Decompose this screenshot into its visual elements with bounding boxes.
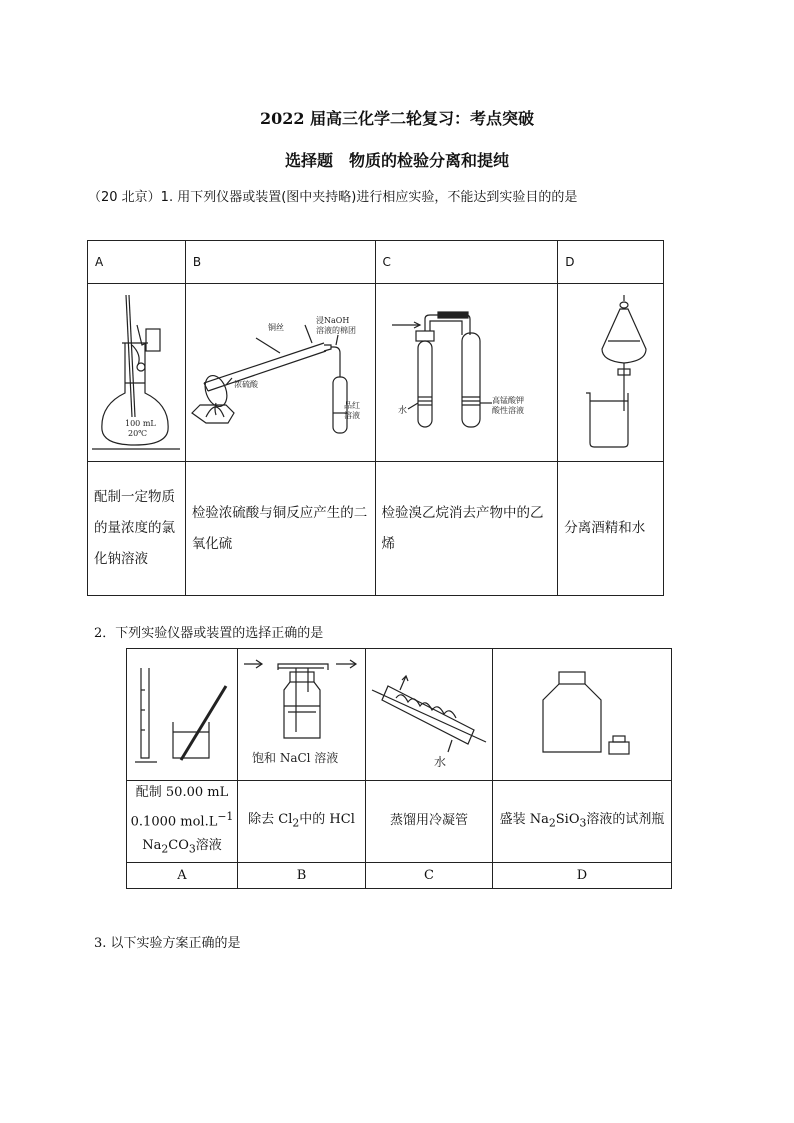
table-header-row <box>88 241 664 284</box>
description-row-2 <box>127 781 672 863</box>
description-row <box>88 462 664 596</box>
header-b: B <box>185 241 375 284</box>
figure-cell-2d <box>493 649 672 781</box>
condenser-water-label: 水 <box>434 754 447 769</box>
question-2-table <box>126 648 672 889</box>
option-letter-d: D <box>493 862 672 888</box>
figure-cell-2a <box>127 649 238 781</box>
description-2a <box>127 781 238 863</box>
copper-wire-label: 铜丝 <box>267 322 284 332</box>
ethylene-test-apparatus <box>376 285 552 461</box>
description-2a-line1: 配制 50.00 mL <box>135 785 229 800</box>
kmno4-label-2: 酸性溶液 <box>491 405 524 415</box>
description-2a-line2: 0.1000 $mol.L^{-1}$ <box>130 810 234 830</box>
conc-sulfuric-acid-label: 浓硫酸 <box>233 379 258 389</box>
saturated-nacl-label: 饱和 NaCl 溶液 <box>252 750 339 765</box>
separatory-funnel-figure <box>558 285 657 461</box>
figure-row <box>88 284 664 462</box>
description-c: 检验溴乙烷消去产物中的乙烯 <box>375 462 558 596</box>
question-2-stem: 2．下列实验仪器或装置的选择正确的是 <box>94 626 324 641</box>
question-1-table <box>87 240 664 596</box>
figure-cell-2b <box>238 649 366 781</box>
description-a: 配制一定物质的量浓度的氯化钠溶液 <box>88 462 186 596</box>
graduated-cylinder-figure <box>127 650 237 780</box>
naoh-cotton-label-2: 溶液的棉团 <box>315 325 356 335</box>
option-letter-c: C <box>366 862 493 888</box>
description-2a-line3: $Na_2CO_3$溶液 <box>142 838 222 856</box>
section-subtitle: 选择题 物质的检验分离和提纯 <box>284 151 509 170</box>
figure-cell-a <box>88 284 186 462</box>
water-label: 水 <box>397 405 407 416</box>
gas-washing-bottle-figure <box>238 650 365 780</box>
copper-sulfuric-acid-apparatus <box>186 285 369 461</box>
header-d: D <box>558 241 664 284</box>
kmno4-label-1: 高锰酸钾 <box>491 395 524 405</box>
figure-cell-2c <box>366 649 493 781</box>
description-b: 检验浓硫酸与铜反应产生的二氧化硫 <box>185 462 375 596</box>
header-a: A <box>88 241 186 284</box>
figure-cell-c <box>375 284 558 462</box>
figure-row-2 <box>127 649 672 781</box>
flask-volume-label: 100 mL <box>125 418 156 428</box>
option-letter-b: B <box>238 862 366 888</box>
letter-row-2 <box>127 862 672 888</box>
question-1-stem: （20 北京）1. 用下列仪器或装置(图中夹持略)进行相应实验，不能达到实验目的的是 <box>88 190 578 205</box>
volumetric-flask-figure <box>88 285 184 461</box>
description-2c: 蒸馏用冷凝管 <box>366 781 493 863</box>
header-c: C <box>375 241 558 284</box>
naoh-cotton-label-1: 浸NaOH <box>315 315 350 325</box>
option-letter-a: A <box>127 862 238 888</box>
figure-cell-d <box>558 284 664 462</box>
description-2b: 除去 $Cl_2$中的 HCl <box>238 781 366 863</box>
figure-cell-b <box>185 284 375 462</box>
magenta-solution-label-1: 品红 <box>343 400 360 410</box>
description-2d: 盛装 $Na_2SiO_3$溶液的试剂瓶 <box>493 781 672 863</box>
reagent-bottle-figure <box>493 650 671 780</box>
condenser-figure <box>366 650 492 780</box>
document-title: 2022 届高三化学二轮复习：考点突破 <box>259 109 535 128</box>
flask-temp-label: 20℃ <box>128 428 148 438</box>
question-3-stem: 3. 以下实验方案正确的是 <box>94 936 241 951</box>
magenta-solution-label-2: 溶液 <box>343 410 360 420</box>
description-d: 分离酒精和水 <box>558 462 664 596</box>
